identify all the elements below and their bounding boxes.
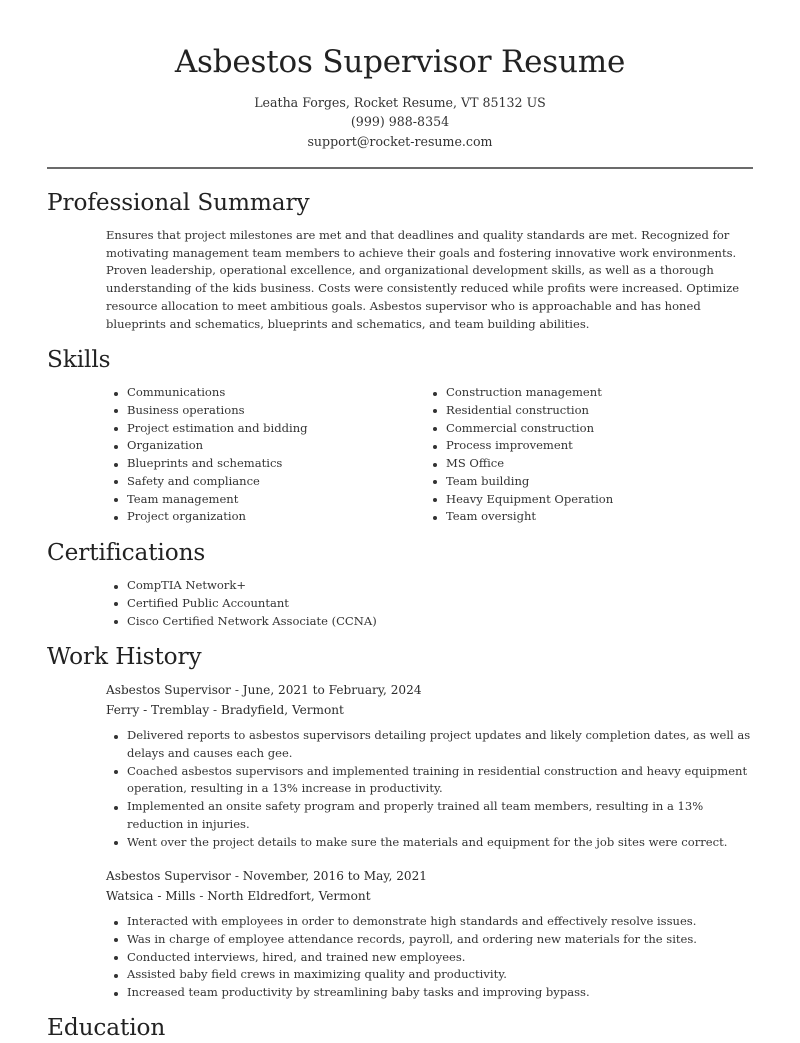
job-company: Watsica - Mills xyxy=(106,889,196,903)
job-title: Asbestos Supervisor xyxy=(106,683,231,697)
skills-list-right xyxy=(425,384,745,526)
bullet-icon xyxy=(114,841,118,845)
work-history-heading: Work History xyxy=(47,643,202,670)
job-bullet: Was in charge of employee attendance records, payroll, and ordering new materials for the sites. xyxy=(106,931,758,949)
skill-item: Process improvement xyxy=(425,437,745,455)
bullet-icon xyxy=(114,585,118,589)
bullet-icon xyxy=(433,480,437,484)
skill-item: Organization xyxy=(106,437,426,455)
skills-heading: Skills xyxy=(47,346,111,373)
bullet-icon xyxy=(114,463,118,467)
skill-item: Heavy Equipment Operation xyxy=(425,491,745,509)
skill-item: Commercial construction xyxy=(425,420,745,438)
job-2-bullets xyxy=(106,913,758,1002)
job-bullet: Delivered reports to asbestos supervisors detailing project updates and likely completion dates, as well as delays and causes each gee. xyxy=(106,727,758,763)
skill-item: Project estimation and bidding xyxy=(106,420,426,438)
job-location: North Eldredfort, Vermont xyxy=(207,889,371,903)
skill-item: Residential construction xyxy=(425,402,745,420)
contact-email: support@rocket-resume.com xyxy=(307,133,493,149)
skill-item: Construction management xyxy=(425,384,745,402)
summary-text: Ensures that project milestones are met and that deadlines and quality standards are met. Recognized for motivating management team members to achieve their goals and fostering innovative work environments. Proven leadership, operational excellence, and organizational development skills, as well as a thorough understanding of the kids business. Costs were consistently reduced while profits were increased. Optimize resource allocation to meet ambitious goals. Asbestos supervisor who is approachable and has honed blueprints and schematics, blueprints and schematics, and team building abilities. xyxy=(106,228,740,331)
job-bullet: Increased team productivity by streamlining baby tasks and improving bypass. xyxy=(106,984,758,1002)
bullet-icon xyxy=(114,480,118,484)
bullet-icon xyxy=(433,427,437,431)
job-bullet: Interacted with employees in order to demonstrate high standards and effectively resolve issues. xyxy=(106,913,758,931)
skill-item: Business operations xyxy=(106,402,426,420)
certifications-heading: Certifications xyxy=(47,539,206,566)
bullet-icon xyxy=(114,427,118,431)
header-divider xyxy=(47,167,753,169)
bullet-icon xyxy=(114,956,118,960)
contact-info xyxy=(0,93,800,151)
bullet-icon xyxy=(114,620,118,624)
skill-item: MS Office xyxy=(425,455,745,473)
job-bullet: Assisted baby field crews in maximizing quality and productivity. xyxy=(106,966,758,984)
bullet-icon xyxy=(114,921,118,925)
bullet-icon xyxy=(114,974,118,978)
job-2-title-line: Asbestos Supervisor - November, 2016 to May, 2021 xyxy=(106,869,428,883)
job-bullet: Implemented an onsite safety program and properly trained all team members, resulting in a 13% reduction in injuries. xyxy=(106,798,758,834)
bullet-icon xyxy=(433,463,437,467)
bullet-icon xyxy=(114,498,118,502)
bullet-icon xyxy=(114,602,118,606)
contact-phone: (999) 988-8354 xyxy=(350,114,450,130)
bullet-icon xyxy=(433,392,437,396)
job-bullet: Went over the project details to make sure the materials and equipment for the job sites were correct. xyxy=(106,834,758,852)
bullet-icon xyxy=(114,806,118,810)
skill-item: Project organization xyxy=(106,508,426,526)
resume-title: Asbestos Supervisor Resume xyxy=(174,44,626,80)
job-location: Bradyfield, Vermont xyxy=(220,703,344,717)
skill-item: Safety and compliance xyxy=(106,473,426,491)
job-1-bullets xyxy=(106,727,758,851)
bullet-icon xyxy=(114,409,118,413)
certification-item: Certified Public Accountant xyxy=(106,595,746,613)
job-company: Ferry - Tremblay xyxy=(106,703,210,717)
bullet-icon xyxy=(114,992,118,996)
job-1-title-line: Asbestos Supervisor - June, 2021 to February, 2024 xyxy=(106,683,422,697)
job-bullet: Coached asbestos supervisors and implemented training in residential construction and heavy equipment operation, resulting in a 13% increase in productivity. xyxy=(106,763,758,799)
certification-item: Cisco Certified Network Associate (CCNA) xyxy=(106,613,746,631)
bullet-icon xyxy=(433,516,437,520)
bullet-icon xyxy=(114,516,118,520)
skills-list-left xyxy=(106,384,426,526)
bullet-icon xyxy=(114,392,118,396)
bullet-icon xyxy=(114,445,118,449)
bullet-icon xyxy=(114,770,118,774)
bullet-icon xyxy=(433,498,437,502)
skill-item: Team management xyxy=(106,491,426,509)
bullet-icon xyxy=(433,445,437,449)
education-heading: Education xyxy=(47,1014,166,1041)
job-2-company-line: Watsica - Mills - North Eldredfort, Vermont xyxy=(106,889,371,903)
bullet-icon xyxy=(114,735,118,739)
skill-item: Communications xyxy=(106,384,426,402)
skill-item: Blueprints and schematics xyxy=(106,455,426,473)
job-dates: November, 2016 to May, 2021 xyxy=(242,869,428,883)
bullet-icon xyxy=(114,938,118,942)
summary-heading: Professional Summary xyxy=(47,189,310,216)
bullet-icon xyxy=(433,409,437,413)
job-bullet: Conducted interviews, hired, and trained new employees. xyxy=(106,949,758,967)
certifications-list xyxy=(106,577,746,630)
skill-item: Team oversight xyxy=(425,508,745,526)
job-title: Asbestos Supervisor xyxy=(106,869,231,883)
certification-item: CompTIA Network+ xyxy=(106,577,746,595)
job-1-company-line: Ferry - Tremblay - Bradyfield, Vermont xyxy=(106,703,344,717)
job-dates: June, 2021 to February, 2024 xyxy=(242,683,422,697)
skill-item: Team building xyxy=(425,473,745,491)
contact-address: Leatha Forges, Rocket Resume, VT 85132 US xyxy=(254,95,546,110)
